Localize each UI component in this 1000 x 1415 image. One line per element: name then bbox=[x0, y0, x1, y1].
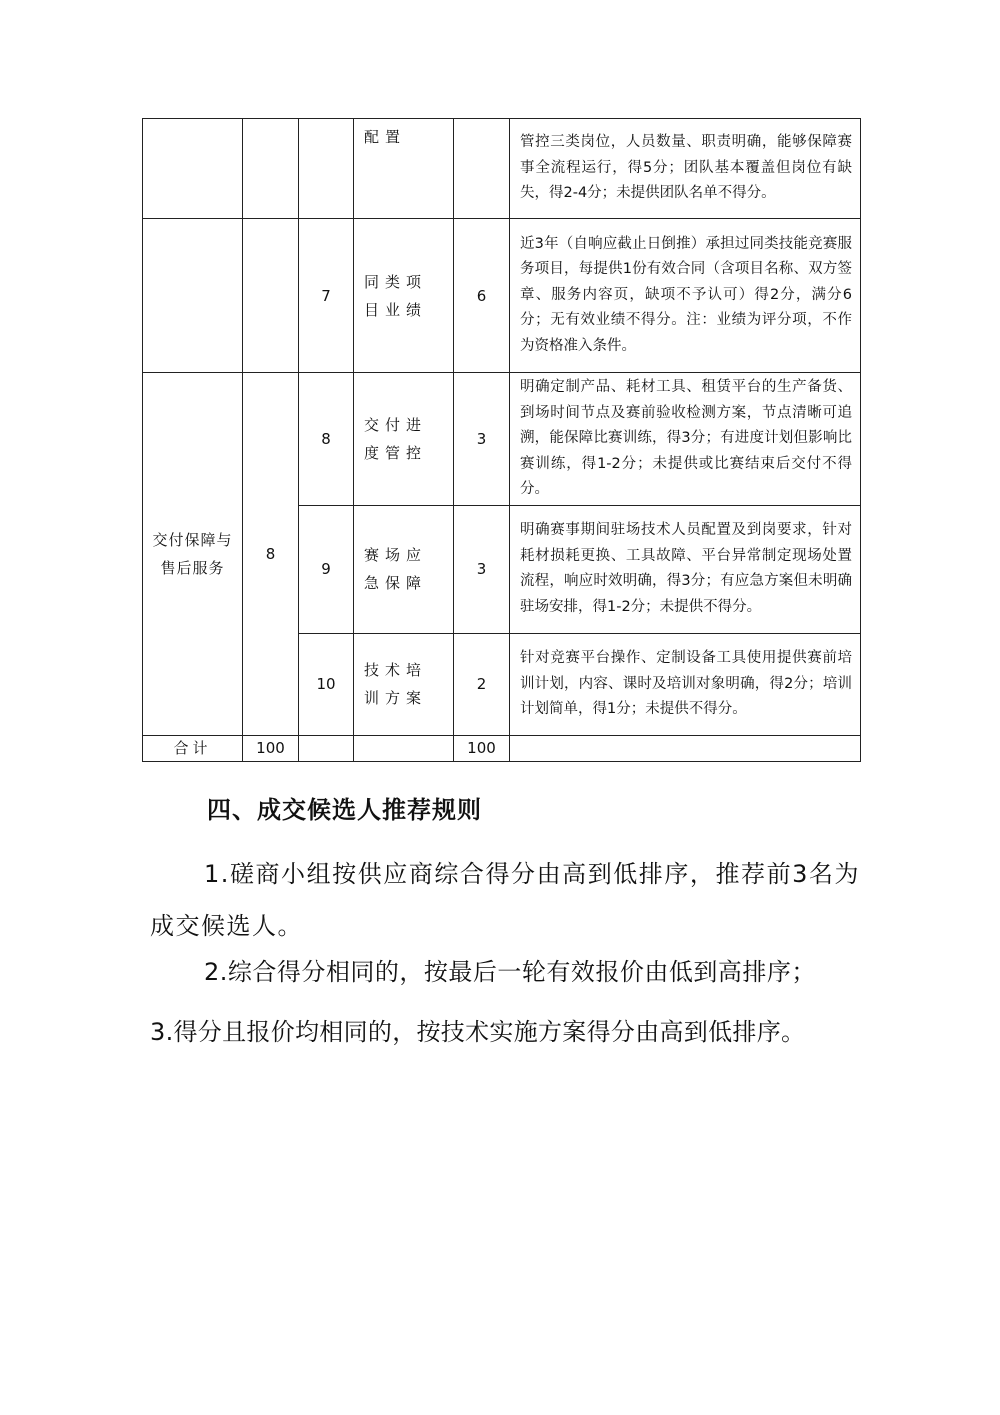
rule-paragraph-1: 1.磋商小组按供应商综合得分由高到低排序，推荐前3名为成交候选人。 bbox=[150, 860, 860, 940]
table-row bbox=[143, 119, 861, 219]
rule-paragraph-2: 2.综合得分相同的，按最后一轮有效报价由低到高排序； bbox=[204, 958, 816, 986]
item-criteria-cell: 近3年（自响应截止日倒推）承担过同类技能竞赛服务项目，每提供1份有效合同（含项目名称、双方签章、服务内容页，缺项不予认可）得2分，满分6分；无有效业绩不得分。注：业绩为评分项，不作为资格准入条件。 bbox=[510, 219, 861, 373]
item-number-cell: 8 bbox=[299, 373, 354, 506]
table-row bbox=[143, 219, 861, 373]
total-category-score: 100 bbox=[243, 735, 299, 761]
category-score-cell: 8 bbox=[243, 373, 299, 736]
rule-paragraph-3: 3.得分且报价均相同的，按技术实施方案得分由高到低排序。 bbox=[150, 1018, 806, 1046]
item-score-cell: 3 bbox=[454, 505, 510, 633]
item-criteria-cell: 明确定制产品、耗材工具、租赁平台的生产备货、到场时间节点及赛前验收检测方案，节点清晰可追溯，能保障比赛训练，得3分；有进度计划但影响比赛训练，得1-2分；未提供或比赛结束后交付不得分。 bbox=[510, 373, 861, 506]
item-criteria-cell: 管控三类岗位，人员数量、职责明确，能够保障赛事全流程运行，得5分；团队基本覆盖但岗位有缺失，得2-4分；未提供团队名单不得分。 bbox=[510, 119, 861, 219]
item-name-cell: 配置 bbox=[354, 119, 454, 219]
item-name-cell: 技术培训方案 bbox=[354, 633, 454, 735]
category-score-cell bbox=[243, 219, 299, 373]
item-name-cell: 赛场应急保障 bbox=[354, 505, 454, 633]
item-name-cell: 同类项目业绩 bbox=[354, 219, 454, 373]
total-empty-cell bbox=[510, 735, 861, 761]
table-row bbox=[143, 373, 861, 506]
category-cell bbox=[143, 219, 243, 373]
item-score-cell: 2 bbox=[454, 633, 510, 735]
total-label: 合计 bbox=[143, 735, 243, 761]
item-criteria-cell: 明确赛事期间驻场技术人员配置及到岗要求，针对耗材损耗更换、工具故障、平台异常制定现场处置流程，响应时效明确，得3分；有应急方案但未明确驻场安排，得1-2分；未提供不得分。 bbox=[510, 505, 861, 633]
item-number-cell: 7 bbox=[299, 219, 354, 373]
item-name-cell: 交付进度管控 bbox=[354, 373, 454, 506]
category-score-cell bbox=[243, 119, 299, 219]
item-criteria-cell: 针对竞赛平台操作、定制设备工具使用提供赛前培训计划，内容、课时及培训对象明确，得2分；培训计划简单，得1分；未提供不得分。 bbox=[510, 633, 861, 735]
table-row-total bbox=[143, 735, 861, 761]
item-number-cell: 9 bbox=[299, 505, 354, 633]
scoring-table bbox=[142, 118, 861, 762]
item-score-cell bbox=[454, 119, 510, 219]
total-empty-cell bbox=[299, 735, 354, 761]
item-score-cell: 3 bbox=[454, 373, 510, 506]
category-cell: 交付保障与售后服务 bbox=[143, 373, 243, 736]
item-number-cell: 10 bbox=[299, 633, 354, 735]
item-score-cell: 6 bbox=[454, 219, 510, 373]
item-number-cell bbox=[299, 119, 354, 219]
total-empty-cell bbox=[354, 735, 454, 761]
section-heading: 四、成交候选人推荐规则 bbox=[207, 796, 482, 824]
total-item-score: 100 bbox=[454, 735, 510, 761]
category-cell bbox=[143, 119, 243, 219]
